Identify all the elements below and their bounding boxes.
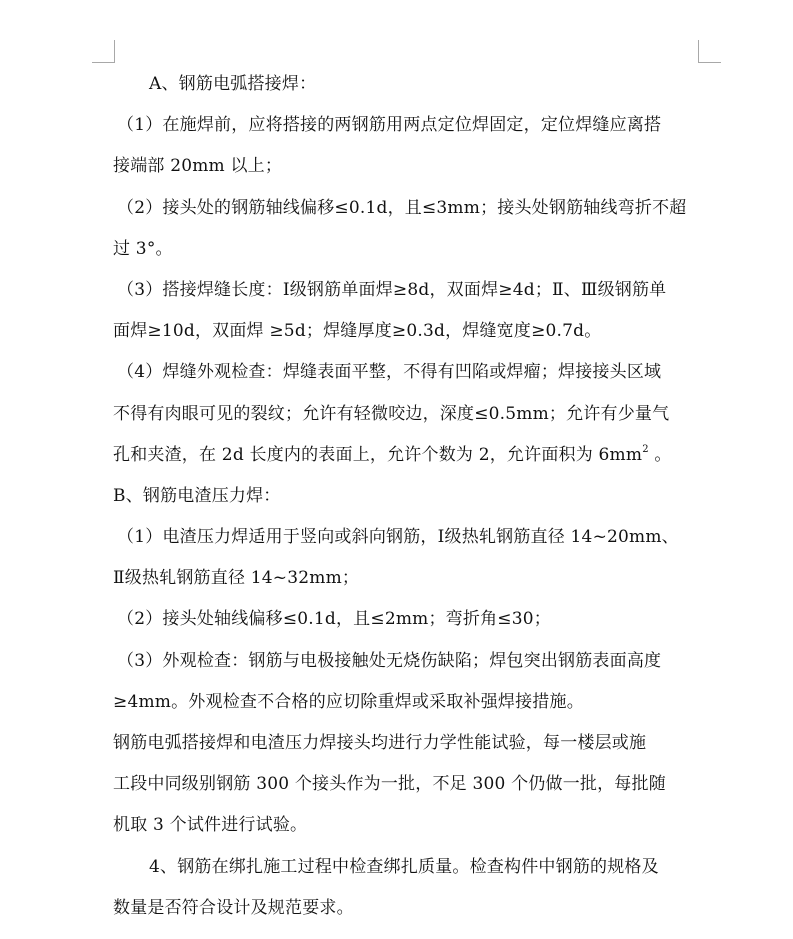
paragraph-line: （1）在施焊前，应将搭接的两钢筋用两点定位焊固定，定位焊缝应离搭	[117, 115, 662, 136]
margin-corner-top-left	[92, 40, 115, 63]
superscript: 2	[642, 443, 649, 455]
paragraph-line: 4、钢筋在绑扎施工过程中检查绑扎质量。检查构件中钢筋的规格及	[149, 856, 659, 877]
paragraph-line: Ⅱ级热轧钢筋直径 14~32mm；	[113, 568, 360, 589]
paragraph-line: （4）焊缝外观检查：焊缝表面平整，不得有凹陷或焊瘤；焊接接头区域	[117, 362, 662, 383]
paragraph-line: 数量是否符合设计及规范要求。	[113, 897, 354, 918]
paragraph-text: 孔和夹渣，在 2d 长度内的表面上，允许个数为 2，允许面积为 6mm	[113, 444, 643, 465]
paragraph-line: 接端部 20mm 以上；	[113, 156, 283, 177]
margin-corner-top-right	[698, 40, 721, 63]
paragraph-line: （1）电渣压力焊适用于竖向或斜向钢筋，Ⅰ级热轧钢筋直径 14~20mm、	[117, 527, 679, 548]
paragraph-line: 不得有肉眼可见的裂纹；允许有轻微咬边，深度≤0.5mm；允许有少量气	[113, 403, 670, 424]
paragraph-line: 钢筋电弧搭接焊和电渣压力焊接头均进行力学性能试验，每一楼层或施	[113, 733, 647, 753]
document-body	[113, 64, 703, 929]
paragraph-line: （3）搭接焊缝长度：Ⅰ级钢筋单面焊≥8d，双面焊≥4d；Ⅱ、Ⅲ级钢筋单	[117, 279, 667, 300]
paragraph-line: 过 3°。	[113, 238, 173, 259]
paragraph-line-with-superscript	[113, 435, 703, 476]
paragraph-line: 面焊≥10d，双面焊 ≥5d；焊缝厚度≥0.3d，焊缝宽度≥0.7d。	[113, 321, 602, 342]
paragraph-line: （2）接头处的钢筋轴线偏移≤0.1d，且≤3mm；接头处钢筋轴线弯折不超	[117, 197, 687, 218]
paragraph-line: 工段中同级别钢筋 300 个接头作为一批，不足 300 个仍做一批，每批随	[113, 774, 666, 795]
paragraph-line: （2）接头处轴线偏移≤0.1d，且≤2mm；弯折角≤30；	[117, 609, 551, 630]
paragraph-line: 机取 3 个试件进行试验。	[113, 815, 308, 836]
paragraph-line: ≥4mm。外观检查不合格的应切除重焊或采取补强焊接措施。	[113, 691, 584, 712]
heading-a: A、钢筋电弧搭接焊：	[149, 74, 317, 94]
heading-b: B、钢筋电渣压力焊：	[113, 485, 281, 506]
paragraph-tail: 。	[648, 444, 672, 465]
paragraph-line: （3）外观检查：钢筋与电极接触处无烧伤缺陷；焊包突出钢筋表面高度	[117, 650, 662, 671]
